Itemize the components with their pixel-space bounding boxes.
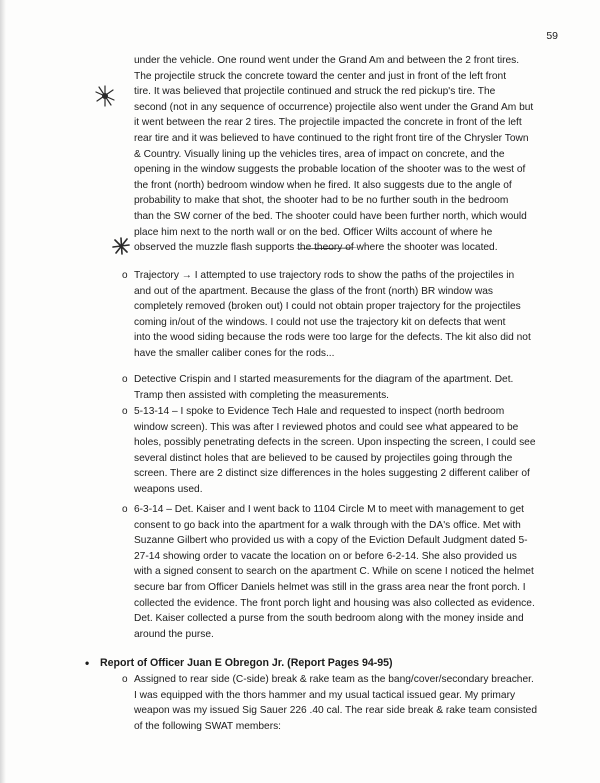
bullet-line: have the smaller caliber cones for the rods... <box>134 347 335 359</box>
bullet-line: weapon was my issued Sig Sauer 226 .40 cal. The rear side break & rake team consisted <box>134 705 537 717</box>
officer-heading-text: Report of Officer Juan E Obregon Jr. (Report Pages 94-95) <box>100 657 393 669</box>
bullet-line: window screen). This was after I reviewed photos and could see what appeared to be <box>134 421 519 433</box>
paragraph-line: tire. It was believed that projectile continued and struck the red pickup's tire. The <box>134 86 496 98</box>
paragraph-line: opening in the window suggests the probable location of the shooter was to the west of <box>134 164 526 176</box>
bullet-line: 5-13-14 – I spoke to Evidence Tech Hale and requested to inspect (north bedroom <box>134 406 505 417</box>
paragraph-line: the front (north) bedroom window when he fired. It also suggests due to the angle of <box>134 179 512 191</box>
bullet-line: with a signed consent to search on the apartment C. While on scene I noticed the helmet <box>134 566 534 578</box>
bullet-marker: o <box>122 270 128 281</box>
scan-edge-shadow <box>0 0 6 783</box>
paragraph-line: place him next to the north wall or on the bed. Officer Wilts account of where he <box>134 226 493 238</box>
bullet-line: Suzanne Gilbert who provided us with a copy of the Eviction Default Judgment dated 5- <box>134 535 528 547</box>
bullet-line: holes, possibly penetrating defects in the screen. Upon inspecting the screen, I could see <box>134 437 536 449</box>
bullet-line: collected the evidence. The front porch light and housing was also collected as evidence. <box>134 597 535 609</box>
bullet-line: into the wood siding because the rods were too large for the defects. The kit also did not <box>134 332 531 344</box>
paragraph-line: observed the muzzle flash supports the theory of where the shooter was located. <box>134 242 498 254</box>
bullet-marker: o <box>122 504 128 515</box>
paragraph-line: it went between the rear 2 tires. The projectile impacted the concrete in front of the left <box>134 117 522 129</box>
paragraph-line: & Country. Visually lining up the vehicles tires, area of impact on concrete, and the <box>134 148 505 160</box>
paragraph-line: rear tire and it was believed to have continued to the right front tire of the Chrysler Town <box>134 132 529 144</box>
page-number: 59 <box>546 30 558 42</box>
paragraph-line: second (not in any sequence of occurrence) projectile also went under the Grand Am but <box>134 101 534 113</box>
bullet-officer-assignment <box>122 672 580 734</box>
bullet-line: several distinct holes that are believed to be caused by projectiles going through the <box>134 452 513 464</box>
paragraph-line: The projectile struck the concrete toward the center and just in front of the left front <box>134 70 507 82</box>
paragraph-line: under the vehicle. One round went under the Grand Am and between the 2 front tires. <box>134 55 520 66</box>
bullet-measurements <box>122 372 580 403</box>
bullet-walkthrough <box>122 502 580 642</box>
bullet-line: 27-14 showing order to vacate the location on or before 6-2-14. She also provided us <box>134 550 517 562</box>
bullet-marker: o <box>122 374 128 385</box>
bullet-marker: o <box>122 674 128 685</box>
bullet-dot: • <box>85 656 90 670</box>
paragraph-line: probability to make that shot, the shooter had to be no further south in the bedroom <box>134 195 509 207</box>
bullet-line: consent to go back into the apartment for a walk through with the DA's office. Met with <box>134 519 521 531</box>
continued-paragraph <box>134 53 566 256</box>
bullet-line: of the following SWAT members: <box>134 720 282 732</box>
bullet-line: Detective Crispin and I started measurements for the diagram of the apartment. Det. <box>134 374 514 385</box>
bullet-line: Det. Kaiser collected a purse from the south bedroom along with the money inside and <box>134 613 524 625</box>
bullet-line: and out of the apartment. Because the glass of the front (north) BR window was <box>134 285 494 297</box>
bullet-line: around the purse. <box>134 628 214 640</box>
bullet-line: coming in/out of the windows. I could not use the trajectory kit on defects that went <box>134 316 506 328</box>
bullet-line: Assigned to rear side (C-side) break & rake team as the bang/cover/secondary breacher. <box>134 674 534 685</box>
bullet-marker: o <box>122 406 128 417</box>
officer-report-heading <box>85 656 393 672</box>
bullet-line: I was equipped with the thors hammer and my usual tactical issued gear. My primary <box>134 689 516 701</box>
bullet-line: 6-3-14 – Det. Kaiser and I went back to 1104 Circle M to meet with management to get <box>134 504 524 515</box>
bullet-line: screen. There are 2 distinct size differences in the holes suggesting 2 different caliber of <box>134 468 530 480</box>
bullet-trajectory <box>122 268 580 362</box>
handwritten-asterisk-icon <box>111 236 131 256</box>
bullet-screen-inspection <box>122 404 580 498</box>
bullet-line: Trajectory → I attempted to use trajectory rods to show the paths of the projectiles in <box>134 270 515 281</box>
bullet-line: secure bar from Officer Daniels helmet was still in the grass area near the front porch. I <box>134 581 526 593</box>
bullet-line: weapons used. <box>134 483 203 495</box>
paragraph-line: than the SW corner of the bed. The shooter could have been further north, which would <box>134 210 527 222</box>
bullet-line: Tramp then assisted with completing the measurements. <box>134 389 389 401</box>
bullet-line: completely removed (broken out) I could not obtain proper trajectory for the projectiles <box>134 301 521 313</box>
handwritten-asterisk-icon <box>94 84 116 108</box>
